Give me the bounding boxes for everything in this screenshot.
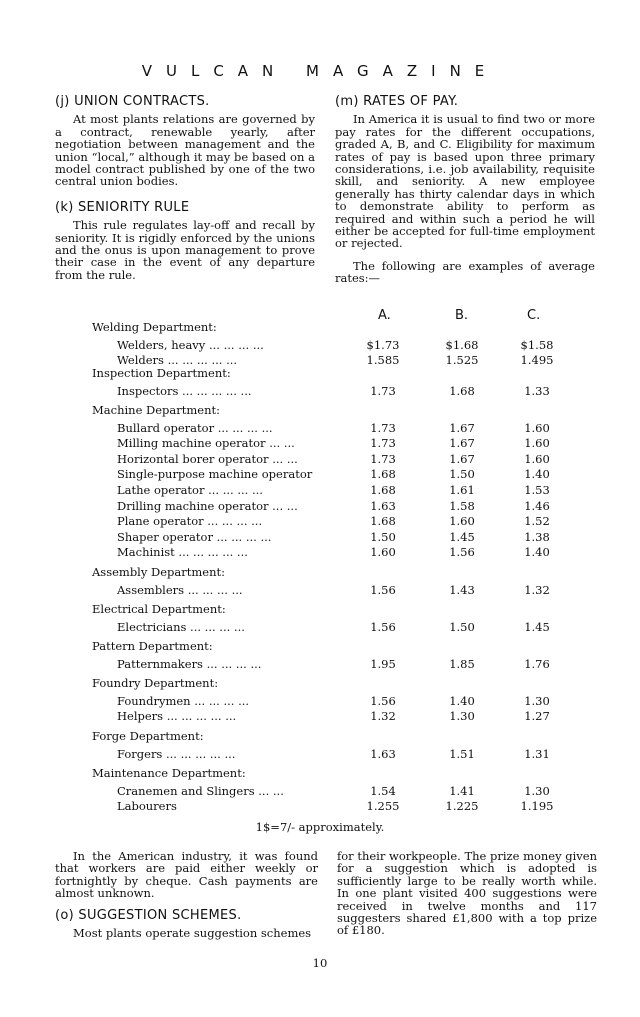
rate-a: 1.73 [370, 451, 396, 466]
rate-a: 1.56 [370, 693, 396, 708]
rate-c: 1.31 [524, 746, 550, 761]
page-number: 10 [312, 956, 328, 970]
job-title: Plane operator ... ... ... ... [117, 514, 263, 529]
job-title: Patternmakers ... ... ... ... [117, 656, 262, 671]
column-a-header: A. [378, 308, 391, 323]
rate-a: 1.95 [370, 656, 396, 671]
rate-c: 1.40 [524, 545, 550, 560]
department-heading: Inspection Department: [92, 366, 231, 380]
rate-b: 1.60 [449, 514, 475, 529]
rate-a: 1.585 [366, 353, 400, 368]
job-title: Labourers [117, 799, 177, 814]
examples-intro-text: The following are examples of average rates:— [335, 258, 595, 286]
rate-a: $1.73 [366, 337, 400, 352]
job-title: Machinist ... ... ... ... ... [117, 545, 248, 560]
rate-a: 1.60 [370, 545, 396, 560]
rate-c: 1.27 [524, 709, 550, 724]
rate-c: 1.60 [524, 451, 550, 466]
rate-b: 1.67 [449, 451, 475, 466]
department-heading: Machine Department: [92, 403, 220, 417]
rate-b: 1.50 [449, 467, 475, 482]
right-column-bottom [337, 850, 597, 947]
department-heading: Assembly Department: [92, 565, 225, 579]
rate-b: 1.225 [445, 799, 479, 814]
rate-b: $1.68 [445, 337, 479, 352]
rates-of-pay-text: In America it is usual to find two or more pay rates for the different occupations, graded A, B, and C. Eligibility for maximum rates of pay is based upon three primary considerations, i.e. job availability, requisite skill, and seniority. A new employee generally has thirty calendar days in which to demonstrate ability to perform as required and within such a period he will either be accepted for full-time employment or rejected. [335, 112, 595, 251]
rate-c: 1.33 [524, 383, 550, 398]
rate-b: 1.43 [449, 582, 475, 597]
rate-c: 1.53 [524, 483, 550, 497]
job-title: Welders, heavy ... ... ... ... [117, 337, 264, 352]
job-title: Foundrymen ... ... ... ... [117, 693, 250, 708]
department-heading: Welding Department: [92, 320, 217, 334]
rate-c: 1.60 [524, 420, 550, 435]
column-c-header: C. [527, 308, 541, 323]
rate-b: 1.41 [449, 783, 475, 798]
job-title: Assemblers ... ... ... ... [117, 582, 243, 597]
union-contracts-text: At most plants relations are governed by a contract, renewable yearly, after negotiation between management and the union “local,” although it may be based on a model contract published by one of the two central union bodies. [55, 112, 315, 189]
job-title: Lathe operator ... ... ... ... [117, 483, 263, 497]
currency-note: 1$=7/- approximately. [255, 820, 385, 834]
job-title: Bullard operator ... ... ... ... [117, 420, 273, 435]
column-b-header: B. [455, 308, 469, 323]
rate-b: 1.67 [449, 436, 475, 451]
rate-c: 1.195 [520, 799, 554, 814]
seniority-rule-heading: (k) SENIORITY RULE [55, 199, 190, 215]
rate-b: 1.61 [449, 483, 475, 497]
rate-c: 1.30 [524, 783, 550, 798]
job-title: Single-purpose machine operator [117, 467, 313, 482]
rate-a: 1.68 [370, 514, 396, 529]
job-title: Horizontal borer operator ... ... [117, 451, 298, 466]
rate-b: 1.85 [449, 656, 475, 671]
union-contracts-heading: (j) UNION CONTRACTS. [55, 94, 210, 109]
job-title: Milling machine operator ... ... [117, 436, 295, 451]
rate-c: 1.52 [524, 514, 550, 529]
rate-c: 1.45 [524, 619, 550, 634]
rate-a: 1.63 [370, 498, 396, 513]
rate-b: 1.30 [449, 709, 475, 724]
rate-c: 1.40 [524, 467, 550, 482]
rate-c: 1.76 [524, 656, 550, 671]
rate-b: 1.56 [449, 545, 475, 560]
job-title: Shaper operator ... ... ... ... [117, 529, 272, 544]
rate-a: 1.255 [366, 799, 400, 814]
rate-c: 1.38 [524, 529, 550, 544]
rate-c: 1.30 [524, 693, 550, 708]
suggestion-schemes-text: Most plants operate suggestion schemes [73, 926, 312, 941]
department-heading: Pattern Department: [92, 639, 213, 653]
rate-a: 1.68 [370, 483, 396, 497]
rate-c: 1.46 [524, 498, 550, 513]
rate-b: 1.45 [449, 529, 475, 544]
left-column-bottom [55, 850, 318, 949]
magazine-header: VULCAN MAGAZINE [141, 62, 499, 80]
rate-c: 1.60 [524, 436, 550, 451]
suggestion-schemes-heading: (o) SUGGESTION SCHEMES. [55, 907, 242, 923]
right-column-top [335, 96, 595, 295]
job-title: Forgers ... ... ... ... ... [117, 746, 236, 761]
department-heading: Maintenance Department: [92, 766, 246, 780]
left-column-top [55, 96, 315, 291]
rates-of-pay-heading: (m) RATES OF PAY. [335, 94, 459, 109]
rate-a: 1.73 [370, 436, 396, 451]
rate-a: 1.50 [370, 529, 396, 544]
rate-a: 1.32 [370, 709, 396, 724]
payment-method-text: In the American industry, it was found that workers are paid either weekly or fortnightly by cheque. Cash payments are almost unknown. [55, 849, 318, 901]
job-title: Welders ... ... ... ... ... [117, 353, 238, 368]
rate-b: 1.50 [449, 619, 475, 634]
rate-b: 1.40 [449, 693, 475, 708]
rate-b: 1.68 [449, 383, 475, 398]
department-heading: Electrical Department: [92, 602, 226, 616]
rate-a: 1.54 [370, 783, 396, 798]
rate-b: 1.67 [449, 420, 475, 435]
rate-a: 1.73 [370, 383, 396, 398]
job-title: Electricians ... ... ... ... [117, 619, 245, 634]
rate-b: 1.525 [445, 353, 479, 368]
job-title: Drilling machine operator ... ... [117, 498, 298, 513]
job-title: Inspectors ... ... ... ... ... [117, 383, 252, 398]
department-heading: Forge Department: [92, 729, 204, 743]
seniority-rule-text: This rule regulates lay-off and recall by seniority. It is rigidly enforced by the unions and the onus is upon management to prove their case in the event of any departure from the rule. [55, 218, 315, 282]
rate-b: 1.58 [449, 498, 475, 513]
department-heading: Foundry Department: [92, 676, 219, 690]
rate-a: 1.56 [370, 619, 396, 634]
rate-a: 1.56 [370, 582, 396, 597]
rate-c: 1.495 [520, 353, 554, 368]
rate-a: 1.63 [370, 746, 396, 761]
rate-c: 1.32 [524, 582, 550, 597]
rate-a: 1.68 [370, 467, 396, 482]
rate-a: 1.73 [370, 420, 396, 435]
rate-c: $1.58 [520, 337, 554, 352]
rate-b: 1.51 [449, 746, 475, 761]
suggestion-prize-text: for their workpeople. The prize money given for a suggestion which is adopted is sufficiently large to be really worth while. In one plant visited 400 suggestions were received in twelve months and 117 suggesters shared £1,800 with a top prize of £180. [337, 849, 598, 938]
job-title: Cranemen and Slingers ... ... [117, 783, 284, 798]
job-title: Helpers ... ... ... ... ... [117, 709, 237, 724]
